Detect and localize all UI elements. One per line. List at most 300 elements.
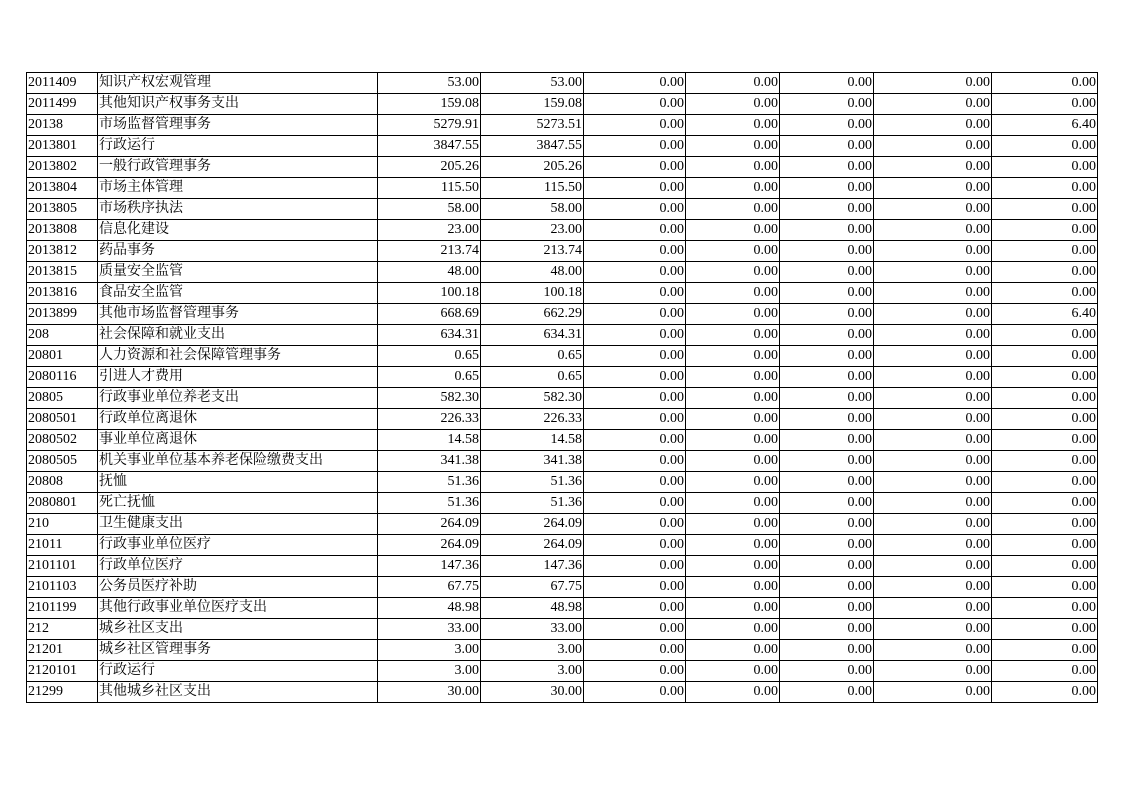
amount-cell: 0.00 bbox=[874, 157, 992, 178]
amount-cell: 0.00 bbox=[874, 115, 992, 136]
subject-code-cell: 2101103 bbox=[27, 577, 98, 598]
subject-code-cell: 2080801 bbox=[27, 493, 98, 514]
subject-name-cell: 市场监督管理事务 bbox=[98, 115, 378, 136]
amount-cell: 0.00 bbox=[686, 199, 780, 220]
amount-cell: 3.00 bbox=[481, 661, 584, 682]
amount-cell: 0.00 bbox=[686, 115, 780, 136]
amount-cell: 0.00 bbox=[992, 451, 1098, 472]
subject-name-cell: 机关事业单位基本养老保险缴费支出 bbox=[98, 451, 378, 472]
subject-name-cell: 引进人才费用 bbox=[98, 367, 378, 388]
amount-cell: 0.00 bbox=[874, 577, 992, 598]
amount-cell: 0.00 bbox=[874, 304, 992, 325]
subject-name-cell: 其他行政事业单位医疗支出 bbox=[98, 598, 378, 619]
amount-cell: 0.00 bbox=[874, 451, 992, 472]
subject-code-cell: 20138 bbox=[27, 115, 98, 136]
amount-cell: 0.00 bbox=[584, 346, 686, 367]
amount-cell: 51.36 bbox=[378, 472, 481, 493]
subject-code-cell: 21299 bbox=[27, 682, 98, 703]
amount-cell: 0.00 bbox=[874, 661, 992, 682]
amount-cell: 100.18 bbox=[378, 283, 481, 304]
amount-cell: 0.00 bbox=[780, 577, 874, 598]
subject-code-cell: 2011409 bbox=[27, 73, 98, 94]
amount-cell: 0.65 bbox=[378, 367, 481, 388]
table-row bbox=[27, 598, 1098, 619]
amount-cell: 6.40 bbox=[992, 115, 1098, 136]
table-body bbox=[27, 73, 1098, 703]
amount-cell: 0.00 bbox=[992, 136, 1098, 157]
amount-cell: 0.00 bbox=[780, 409, 874, 430]
amount-cell: 0.00 bbox=[874, 136, 992, 157]
amount-cell: 0.00 bbox=[992, 556, 1098, 577]
subject-name-cell: 卫生健康支出 bbox=[98, 514, 378, 535]
amount-cell: 23.00 bbox=[481, 220, 584, 241]
amount-cell: 0.00 bbox=[874, 367, 992, 388]
subject-code-cell: 208 bbox=[27, 325, 98, 346]
amount-cell: 53.00 bbox=[481, 73, 584, 94]
amount-cell: 0.00 bbox=[686, 430, 780, 451]
amount-cell: 0.00 bbox=[874, 73, 992, 94]
amount-cell: 0.00 bbox=[686, 493, 780, 514]
amount-cell: 0.00 bbox=[992, 199, 1098, 220]
amount-cell: 147.36 bbox=[378, 556, 481, 577]
amount-cell: 0.00 bbox=[584, 220, 686, 241]
table-row bbox=[27, 94, 1098, 115]
amount-cell: 0.00 bbox=[686, 535, 780, 556]
amount-cell: 264.09 bbox=[378, 535, 481, 556]
amount-cell: 0.00 bbox=[686, 577, 780, 598]
amount-cell: 67.75 bbox=[378, 577, 481, 598]
amount-cell: 0.00 bbox=[584, 73, 686, 94]
amount-cell: 0.00 bbox=[874, 178, 992, 199]
subject-name-cell: 市场秩序执法 bbox=[98, 199, 378, 220]
amount-cell: 51.36 bbox=[378, 493, 481, 514]
amount-cell: 0.00 bbox=[992, 640, 1098, 661]
amount-cell: 0.00 bbox=[686, 157, 780, 178]
amount-cell: 213.74 bbox=[378, 241, 481, 262]
budget-table bbox=[26, 72, 1098, 703]
subject-code-cell: 2013812 bbox=[27, 241, 98, 262]
table-row bbox=[27, 493, 1098, 514]
amount-cell: 0.00 bbox=[780, 640, 874, 661]
amount-cell: 0.00 bbox=[584, 388, 686, 409]
subject-name-cell: 药品事务 bbox=[98, 241, 378, 262]
amount-cell: 0.00 bbox=[584, 367, 686, 388]
amount-cell: 33.00 bbox=[481, 619, 584, 640]
amount-cell: 0.00 bbox=[780, 241, 874, 262]
amount-cell: 0.00 bbox=[992, 514, 1098, 535]
amount-cell: 0.00 bbox=[780, 388, 874, 409]
amount-cell: 159.08 bbox=[378, 94, 481, 115]
amount-cell: 0.00 bbox=[874, 262, 992, 283]
amount-cell: 0.00 bbox=[992, 262, 1098, 283]
amount-cell: 0.00 bbox=[874, 556, 992, 577]
subject-code-cell: 212 bbox=[27, 619, 98, 640]
amount-cell: 662.29 bbox=[481, 304, 584, 325]
amount-cell: 115.50 bbox=[378, 178, 481, 199]
subject-name-cell: 行政事业单位养老支出 bbox=[98, 388, 378, 409]
subject-code-cell: 2013804 bbox=[27, 178, 98, 199]
subject-name-cell: 事业单位离退休 bbox=[98, 430, 378, 451]
amount-cell: 0.00 bbox=[584, 241, 686, 262]
amount-cell: 0.00 bbox=[874, 514, 992, 535]
amount-cell: 0.00 bbox=[584, 199, 686, 220]
amount-cell: 0.00 bbox=[780, 472, 874, 493]
table-row bbox=[27, 199, 1098, 220]
amount-cell: 205.26 bbox=[378, 157, 481, 178]
amount-cell: 0.00 bbox=[780, 598, 874, 619]
amount-cell: 668.69 bbox=[378, 304, 481, 325]
amount-cell: 582.30 bbox=[378, 388, 481, 409]
amount-cell: 48.00 bbox=[378, 262, 481, 283]
amount-cell: 0.00 bbox=[874, 682, 992, 703]
subject-name-cell: 其他知识产权事务支出 bbox=[98, 94, 378, 115]
amount-cell: 0.00 bbox=[780, 73, 874, 94]
subject-name-cell: 其他城乡社区支出 bbox=[98, 682, 378, 703]
amount-cell: 0.00 bbox=[686, 241, 780, 262]
subject-name-cell: 其他市场监督管理事务 bbox=[98, 304, 378, 325]
amount-cell: 0.00 bbox=[992, 430, 1098, 451]
amount-cell: 0.00 bbox=[874, 94, 992, 115]
amount-cell: 226.33 bbox=[481, 409, 584, 430]
table-row bbox=[27, 262, 1098, 283]
amount-cell: 0.00 bbox=[584, 619, 686, 640]
amount-cell: 0.00 bbox=[686, 556, 780, 577]
amount-cell: 0.00 bbox=[874, 409, 992, 430]
subject-name-cell: 行政单位医疗 bbox=[98, 556, 378, 577]
amount-cell: 0.00 bbox=[584, 115, 686, 136]
table-row bbox=[27, 430, 1098, 451]
amount-cell: 0.00 bbox=[686, 661, 780, 682]
subject-code-cell: 2011499 bbox=[27, 94, 98, 115]
amount-cell: 0.00 bbox=[686, 367, 780, 388]
amount-cell: 0.00 bbox=[584, 556, 686, 577]
amount-cell: 0.00 bbox=[780, 535, 874, 556]
amount-cell: 3847.55 bbox=[481, 136, 584, 157]
amount-cell: 0.00 bbox=[874, 493, 992, 514]
amount-cell: 0.00 bbox=[584, 136, 686, 157]
subject-name-cell: 行政事业单位医疗 bbox=[98, 535, 378, 556]
subject-name-cell: 行政运行 bbox=[98, 661, 378, 682]
amount-cell: 0.00 bbox=[874, 283, 992, 304]
amount-cell: 0.00 bbox=[584, 283, 686, 304]
amount-cell: 0.00 bbox=[686, 409, 780, 430]
amount-cell: 205.26 bbox=[481, 157, 584, 178]
amount-cell: 0.00 bbox=[992, 178, 1098, 199]
amount-cell: 0.00 bbox=[992, 94, 1098, 115]
amount-cell: 0.00 bbox=[874, 220, 992, 241]
amount-cell: 0.00 bbox=[874, 640, 992, 661]
subject-code-cell: 2080501 bbox=[27, 409, 98, 430]
amount-cell: 0.00 bbox=[686, 451, 780, 472]
amount-cell: 0.00 bbox=[686, 94, 780, 115]
amount-cell: 0.00 bbox=[780, 682, 874, 703]
amount-cell: 634.31 bbox=[481, 325, 584, 346]
amount-cell: 226.33 bbox=[378, 409, 481, 430]
amount-cell: 0.00 bbox=[584, 472, 686, 493]
amount-cell: 30.00 bbox=[481, 682, 584, 703]
amount-cell: 0.00 bbox=[992, 535, 1098, 556]
amount-cell: 0.00 bbox=[686, 619, 780, 640]
amount-cell: 0.00 bbox=[584, 94, 686, 115]
table-row bbox=[27, 241, 1098, 262]
amount-cell: 0.00 bbox=[780, 367, 874, 388]
subject-code-cell: 21201 bbox=[27, 640, 98, 661]
table-row bbox=[27, 451, 1098, 472]
table-row bbox=[27, 682, 1098, 703]
subject-name-cell: 人力资源和社会保障管理事务 bbox=[98, 346, 378, 367]
table-row bbox=[27, 73, 1098, 94]
table-row bbox=[27, 619, 1098, 640]
amount-cell: 0.00 bbox=[780, 157, 874, 178]
amount-cell: 0.00 bbox=[780, 262, 874, 283]
amount-cell: 0.00 bbox=[584, 640, 686, 661]
table-row bbox=[27, 514, 1098, 535]
table-row bbox=[27, 472, 1098, 493]
amount-cell: 0.00 bbox=[992, 157, 1098, 178]
amount-cell: 6.40 bbox=[992, 304, 1098, 325]
amount-cell: 0.00 bbox=[686, 514, 780, 535]
table-row bbox=[27, 283, 1098, 304]
amount-cell: 213.74 bbox=[481, 241, 584, 262]
amount-cell: 341.38 bbox=[378, 451, 481, 472]
amount-cell: 0.00 bbox=[780, 451, 874, 472]
amount-cell: 0.00 bbox=[992, 619, 1098, 640]
amount-cell: 100.18 bbox=[481, 283, 584, 304]
amount-cell: 0.00 bbox=[874, 619, 992, 640]
amount-cell: 0.00 bbox=[992, 346, 1098, 367]
amount-cell: 0.00 bbox=[992, 409, 1098, 430]
subject-code-cell: 2080116 bbox=[27, 367, 98, 388]
amount-cell: 0.00 bbox=[992, 220, 1098, 241]
amount-cell: 0.00 bbox=[992, 388, 1098, 409]
amount-cell: 0.00 bbox=[686, 283, 780, 304]
amount-cell: 0.00 bbox=[780, 556, 874, 577]
amount-cell: 0.00 bbox=[780, 115, 874, 136]
amount-cell: 0.00 bbox=[780, 619, 874, 640]
table-row bbox=[27, 640, 1098, 661]
subject-name-cell: 死亡抚恤 bbox=[98, 493, 378, 514]
subject-name-cell: 城乡社区支出 bbox=[98, 619, 378, 640]
table-row bbox=[27, 157, 1098, 178]
amount-cell: 0.00 bbox=[780, 430, 874, 451]
amount-cell: 0.00 bbox=[686, 304, 780, 325]
amount-cell: 53.00 bbox=[378, 73, 481, 94]
amount-cell: 48.98 bbox=[481, 598, 584, 619]
amount-cell: 0.00 bbox=[992, 283, 1098, 304]
amount-cell: 3.00 bbox=[378, 640, 481, 661]
amount-cell: 0.00 bbox=[584, 178, 686, 199]
table-row bbox=[27, 409, 1098, 430]
amount-cell: 0.00 bbox=[584, 493, 686, 514]
subject-code-cell: 2013805 bbox=[27, 199, 98, 220]
subject-name-cell: 市场主体管理 bbox=[98, 178, 378, 199]
amount-cell: 0.00 bbox=[686, 640, 780, 661]
amount-cell: 3.00 bbox=[378, 661, 481, 682]
amount-cell: 264.09 bbox=[481, 514, 584, 535]
amount-cell: 0.00 bbox=[780, 661, 874, 682]
subject-name-cell: 公务员医疗补助 bbox=[98, 577, 378, 598]
subject-name-cell: 质量安全监管 bbox=[98, 262, 378, 283]
subject-code-cell: 20805 bbox=[27, 388, 98, 409]
subject-code-cell: 2101199 bbox=[27, 598, 98, 619]
subject-code-cell: 2013816 bbox=[27, 283, 98, 304]
amount-cell: 0.00 bbox=[780, 514, 874, 535]
amount-cell: 582.30 bbox=[481, 388, 584, 409]
amount-cell: 0.00 bbox=[686, 262, 780, 283]
amount-cell: 0.00 bbox=[686, 598, 780, 619]
amount-cell: 0.65 bbox=[481, 346, 584, 367]
subject-name-cell: 食品安全监管 bbox=[98, 283, 378, 304]
table-row bbox=[27, 556, 1098, 577]
subject-code-cell: 21011 bbox=[27, 535, 98, 556]
amount-cell: 0.00 bbox=[584, 577, 686, 598]
amount-cell: 0.00 bbox=[992, 73, 1098, 94]
amount-cell: 0.00 bbox=[780, 178, 874, 199]
amount-cell: 0.00 bbox=[874, 430, 992, 451]
amount-cell: 58.00 bbox=[378, 199, 481, 220]
amount-cell: 0.00 bbox=[874, 598, 992, 619]
amount-cell: 0.00 bbox=[874, 472, 992, 493]
amount-cell: 0.00 bbox=[584, 661, 686, 682]
amount-cell: 0.00 bbox=[584, 535, 686, 556]
amount-cell: 0.00 bbox=[584, 325, 686, 346]
table-row bbox=[27, 367, 1098, 388]
amount-cell: 0.00 bbox=[992, 367, 1098, 388]
amount-cell: 0.00 bbox=[584, 157, 686, 178]
amount-cell: 0.00 bbox=[992, 577, 1098, 598]
amount-cell: 51.36 bbox=[481, 472, 584, 493]
subject-code-cell: 2080502 bbox=[27, 430, 98, 451]
amount-cell: 0.00 bbox=[992, 682, 1098, 703]
amount-cell: 0.00 bbox=[780, 493, 874, 514]
amount-cell: 0.00 bbox=[874, 346, 992, 367]
table-row bbox=[27, 325, 1098, 346]
table-row bbox=[27, 346, 1098, 367]
table-row bbox=[27, 388, 1098, 409]
subject-code-cell: 2013802 bbox=[27, 157, 98, 178]
subject-name-cell: 行政单位离退休 bbox=[98, 409, 378, 430]
amount-cell: 30.00 bbox=[378, 682, 481, 703]
subject-code-cell: 2013801 bbox=[27, 136, 98, 157]
budget-table-sheet bbox=[26, 72, 1098, 703]
amount-cell: 0.00 bbox=[992, 472, 1098, 493]
subject-code-cell: 210 bbox=[27, 514, 98, 535]
amount-cell: 147.36 bbox=[481, 556, 584, 577]
amount-cell: 0.00 bbox=[686, 73, 780, 94]
amount-cell: 0.65 bbox=[481, 367, 584, 388]
amount-cell: 0.00 bbox=[780, 94, 874, 115]
amount-cell: 0.00 bbox=[584, 409, 686, 430]
amount-cell: 0.00 bbox=[686, 346, 780, 367]
amount-cell: 0.00 bbox=[992, 241, 1098, 262]
amount-cell: 159.08 bbox=[481, 94, 584, 115]
amount-cell: 0.00 bbox=[686, 472, 780, 493]
amount-cell: 0.00 bbox=[874, 199, 992, 220]
amount-cell: 0.00 bbox=[584, 514, 686, 535]
amount-cell: 14.58 bbox=[481, 430, 584, 451]
amount-cell: 0.00 bbox=[780, 283, 874, 304]
amount-cell: 115.50 bbox=[481, 178, 584, 199]
amount-cell: 0.00 bbox=[780, 346, 874, 367]
amount-cell: 48.98 bbox=[378, 598, 481, 619]
amount-cell: 0.00 bbox=[686, 682, 780, 703]
amount-cell: 0.00 bbox=[584, 598, 686, 619]
amount-cell: 0.00 bbox=[780, 325, 874, 346]
amount-cell: 0.00 bbox=[584, 682, 686, 703]
subject-name-cell: 行政运行 bbox=[98, 136, 378, 157]
table-row bbox=[27, 136, 1098, 157]
subject-code-cell: 2013899 bbox=[27, 304, 98, 325]
amount-cell: 0.00 bbox=[584, 304, 686, 325]
table-row bbox=[27, 178, 1098, 199]
subject-code-cell: 20801 bbox=[27, 346, 98, 367]
amount-cell: 14.58 bbox=[378, 430, 481, 451]
table-row bbox=[27, 115, 1098, 136]
subject-code-cell: 2120101 bbox=[27, 661, 98, 682]
amount-cell: 3847.55 bbox=[378, 136, 481, 157]
amount-cell: 58.00 bbox=[481, 199, 584, 220]
amount-cell: 0.00 bbox=[584, 262, 686, 283]
table-row bbox=[27, 535, 1098, 556]
amount-cell: 0.00 bbox=[584, 451, 686, 472]
amount-cell: 0.00 bbox=[584, 430, 686, 451]
amount-cell: 0.00 bbox=[992, 661, 1098, 682]
amount-cell: 0.00 bbox=[992, 325, 1098, 346]
amount-cell: 33.00 bbox=[378, 619, 481, 640]
table-row bbox=[27, 304, 1098, 325]
amount-cell: 0.00 bbox=[992, 493, 1098, 514]
amount-cell: 0.00 bbox=[874, 388, 992, 409]
subject-code-cell: 2013808 bbox=[27, 220, 98, 241]
amount-cell: 0.00 bbox=[686, 136, 780, 157]
amount-cell: 0.00 bbox=[780, 199, 874, 220]
subject-code-cell: 2013815 bbox=[27, 262, 98, 283]
amount-cell: 0.00 bbox=[874, 241, 992, 262]
subject-name-cell: 知识产权宏观管理 bbox=[98, 73, 378, 94]
subject-name-cell: 一般行政管理事务 bbox=[98, 157, 378, 178]
amount-cell: 634.31 bbox=[378, 325, 481, 346]
amount-cell: 3.00 bbox=[481, 640, 584, 661]
subject-code-cell: 2080505 bbox=[27, 451, 98, 472]
subject-name-cell: 城乡社区管理事务 bbox=[98, 640, 378, 661]
amount-cell: 23.00 bbox=[378, 220, 481, 241]
amount-cell: 48.00 bbox=[481, 262, 584, 283]
amount-cell: 0.00 bbox=[874, 535, 992, 556]
amount-cell: 51.36 bbox=[481, 493, 584, 514]
subject-code-cell: 20808 bbox=[27, 472, 98, 493]
amount-cell: 0.65 bbox=[378, 346, 481, 367]
subject-name-cell: 抚恤 bbox=[98, 472, 378, 493]
amount-cell: 5273.51 bbox=[481, 115, 584, 136]
amount-cell: 0.00 bbox=[780, 304, 874, 325]
table-row bbox=[27, 220, 1098, 241]
amount-cell: 0.00 bbox=[686, 388, 780, 409]
amount-cell: 0.00 bbox=[780, 136, 874, 157]
amount-cell: 67.75 bbox=[481, 577, 584, 598]
amount-cell: 0.00 bbox=[874, 325, 992, 346]
amount-cell: 264.09 bbox=[481, 535, 584, 556]
subject-name-cell: 社会保障和就业支出 bbox=[98, 325, 378, 346]
amount-cell: 0.00 bbox=[686, 220, 780, 241]
amount-cell: 0.00 bbox=[992, 598, 1098, 619]
amount-cell: 0.00 bbox=[686, 178, 780, 199]
amount-cell: 0.00 bbox=[686, 325, 780, 346]
amount-cell: 264.09 bbox=[378, 514, 481, 535]
table-row bbox=[27, 577, 1098, 598]
amount-cell: 341.38 bbox=[481, 451, 584, 472]
amount-cell: 0.00 bbox=[780, 220, 874, 241]
amount-cell: 5279.91 bbox=[378, 115, 481, 136]
